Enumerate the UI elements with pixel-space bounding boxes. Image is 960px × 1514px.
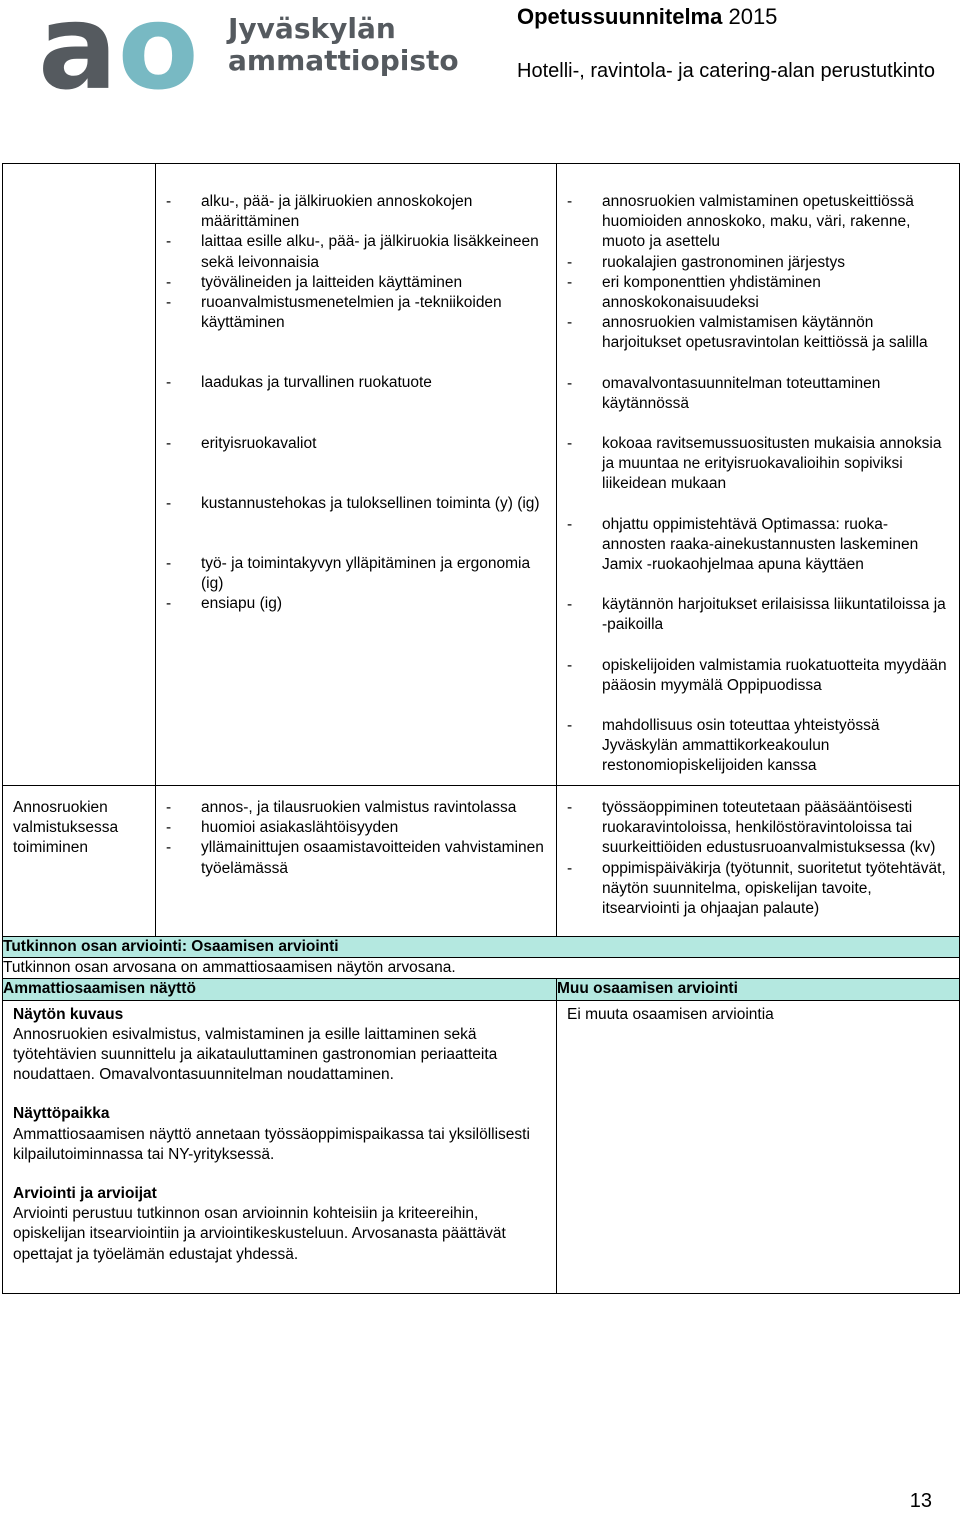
list-item: - mahdollisuus osin toteuttaa yhteistyössä Jyväskylän ammattikorkeakoulun restonomiopiskelijoiden kanssa: [567, 716, 951, 777]
demonstration-sections: [3, 1001, 556, 1265]
table-row: [3, 1000, 960, 1293]
section-description: [13, 1005, 546, 1086]
section-place: [13, 1104, 546, 1165]
section-heading: Arviointi ja arvioijat: [13, 1185, 157, 1203]
list-item: - työ- ja toimintakyvyn ylläpitäminen ja ergonomia (ig): [166, 554, 548, 594]
logo-mark-a: ao: [38, 0, 199, 116]
objectives-list-b: [166, 373, 548, 393]
section-heading: Näytön kuvaus: [13, 1005, 124, 1023]
list-item: - ruoanvalmistusmenetelmien ja -tekniikoiden käyttäminen: [166, 293, 548, 333]
other-assessment-cell: [557, 1000, 960, 1293]
list-item: - annos-, ja tilausruokien valmistus ravintolassa: [166, 798, 546, 818]
logo-line2: ammattiopisto: [228, 44, 459, 77]
section-heading: Näyttöpaikka: [13, 1105, 110, 1123]
list-item: - alku-, pää- ja jälkiruokien annoskokojen määrittäminen: [166, 192, 548, 232]
list-item: - annosruokien valmistamisen käytännön harjoitukset opetusravintolan keittiössä ja salilla: [567, 313, 951, 353]
page-number: 13: [909, 1490, 932, 1512]
methods-list-e: [567, 595, 951, 635]
demonstration-header: Ammattiosaamisen näyttö: [3, 979, 557, 1000]
list-item: - kokoaa ravitsemussuositusten mukaisia annoksia ja muuntaa ne erityisruokavalioihin sopiviksi liikeidean mukaan: [567, 434, 951, 495]
table-row: [3, 979, 960, 1000]
logo-line1: Jyväskylän: [228, 12, 396, 45]
section-text: Arviointi perustuu tutkinnon osan arvioinnin kohteisiin ja kriteereihin, opiskelijan itsearviointiin ja arviointikeskusteluun. Arvosanasta päättävät opettajat ja työelämän edustajat yhdessä.: [13, 1205, 506, 1263]
assessment-band-title: Tutkinnon osan arviointi: Osaamisen arviointi: [3, 937, 960, 958]
other-assessment-header: Muu osaamisen arviointi: [557, 979, 960, 1000]
methods-list-g: [567, 716, 951, 777]
list-item: - ohjattu oppimistehtävä Optimassa: ruoka-annosten raaka-ainekustannusten laskeminen Jamix -ruokaohjelmaa apuna käyttäen: [567, 515, 951, 576]
methods-list-row2: [567, 798, 949, 919]
table-row: [3, 164, 960, 786]
document-title-year: 2015: [722, 4, 778, 29]
objectives-list-c: [166, 434, 548, 454]
curriculum-table: [2, 163, 960, 1294]
document-title-bold: Opetussuunnitelma: [517, 4, 723, 29]
objectives-cell: [156, 786, 557, 937]
table-row: [3, 786, 960, 937]
methods-list-a: [567, 192, 951, 354]
demonstration-cell: [3, 1000, 557, 1293]
list-item: - ensiapu (ig): [166, 594, 548, 614]
objectives-list-row2: [166, 798, 546, 879]
list-item: - huomioi asiakaslähtöisyyden: [166, 818, 546, 838]
objectives-cell: [156, 164, 557, 786]
table-row: [3, 958, 960, 979]
other-assessment-text: Ei muuta osaamisen arviointia: [567, 1005, 774, 1023]
objectives-list-d: [166, 494, 548, 514]
list-item: - oppimispäiväkirja (työtunnit, suoritetut työtehtävät, näytön suunnitelma, opiskelijan tavoite, itsearviointi ja ohjaajan palaute): [567, 859, 949, 920]
table-row: [3, 937, 960, 958]
list-item: - eri komponenttien yhdistäminen annoskokonaisuudeksi: [567, 273, 951, 313]
list-item: - annosruokien valmistaminen opetuskeittiössä huomioiden annoskoko, maku, väri, rakenne, muoto ja asettelu: [567, 192, 951, 253]
list-item: - opiskelijoiden valmistamia ruokatuotteita myydään pääosin myymälä Oppipuodissa: [567, 656, 951, 696]
list-item: - ruokalajien gastronominen järjestys: [567, 253, 951, 273]
methods-list-f: [567, 656, 951, 696]
list-item: - kustannustehokas ja tuloksellinen toiminta (y) (ig): [166, 494, 548, 514]
document-title: [517, 4, 777, 30]
list-item: - työssäoppiminen toteutetaan pääsääntöisesti ruokaravintoloissa, henkilöstöravintoloissa tai suurkeittiöiden edustusruoanvalmistuksessa (kv): [567, 798, 949, 859]
document-subtitle: Hotelli-, ravintola- ja catering-alan perustutkinto: [517, 60, 935, 82]
list-item: - työvälineiden ja laitteiden käyttäminen: [166, 273, 548, 293]
list-item: - laadukas ja turvallinen ruokatuote: [166, 373, 548, 393]
methods-list-c: [567, 434, 951, 495]
section-text: Annosruokien esivalmistus, valmistaminen ja esille laittaminen sekä työtehtävien suunnittelu ja aikatauluttaminen gastronomian periaatteita noudattaen. Omavalvontasuunnitelman noudattaminen.: [13, 1025, 498, 1084]
list-item: - omavalvontasuunnitelman toteuttaminen käytännössä: [567, 374, 951, 414]
methods-list-b: [567, 374, 951, 414]
row-label: Annosruokien valmistuksessa toimiminen: [13, 799, 119, 857]
row-label-cell: [3, 786, 156, 937]
label-cell-empty: [3, 164, 156, 786]
section-assessors: [13, 1184, 546, 1265]
list-item: - erityisruokavaliot: [166, 434, 548, 454]
list-item: - käytännön harjoitukset erilaisissa liikuntatiloissa ja -paikoilla: [567, 595, 951, 635]
list-item: - yllämainittujen osaamistavoitteiden vahvistaminen työelämässä: [166, 838, 546, 878]
list-item: - laittaa esille alku-, pää- ja jälkiruokia lisäkkeineen sekä leivonnaisia: [166, 232, 548, 272]
methods-list-d: [567, 515, 951, 576]
methods-cell: [557, 786, 960, 937]
objectives-list-a: [166, 192, 548, 333]
methods-cell: [557, 164, 960, 786]
school-logo: [38, 0, 459, 116]
assessment-grade-note: Tutkinnon osan arvosana on ammattiosaamisen näytön arvosana.: [3, 958, 960, 979]
objectives-list-e: [166, 554, 548, 615]
section-text: Ammattiosaamisen näyttö annetaan työssäoppimispaikassa tai yksilöllisesti kilpailutoiminnassa tai NY-yrityksessä.: [13, 1125, 530, 1163]
